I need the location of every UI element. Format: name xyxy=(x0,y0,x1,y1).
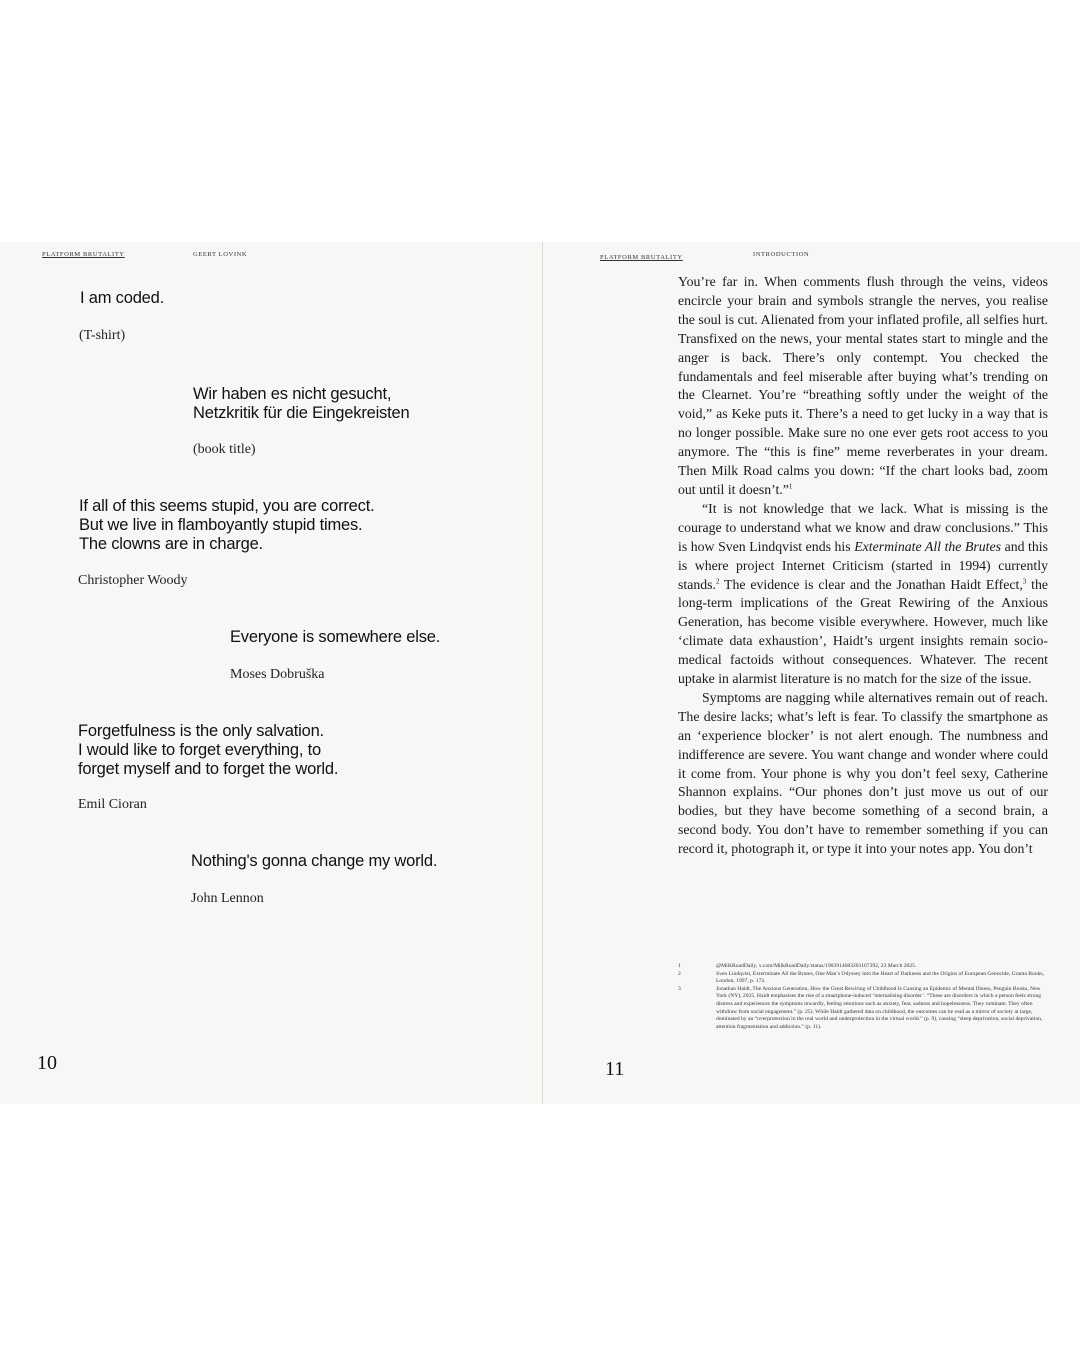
footnote xyxy=(678,986,1048,1032)
paragraph-text: and this is where project Internet Criticism (started in 1994) currently stands. xyxy=(678,538,1048,592)
footnote-text: Sven Lindqvist, Exterminate All the Brutes, One Man’s Odyssey into the Heart of Darkness and the Origins of European Genocide, Granta Books, London, 1997, p. 172. xyxy=(716,970,1044,985)
footnote-number: 1 xyxy=(678,963,681,969)
epigraph-attribution: Emil Cioran xyxy=(78,797,147,812)
running-head-book-title: PLATFORM BRUTALITY xyxy=(600,254,683,261)
epigraph-quote: If all of this seems stupid, you are correct. But we live in flamboyantly stupid times. The clowns are in charge. xyxy=(79,497,375,553)
paragraph-text: You’re far in. When comments flush through the veins, videos encircle your brain and symbols strangle the nerves, you realise the soul is cut. Alienated from your inflated profile, all selfies hurt. Transfixed on the news, your mental states start to mingle and the anger is back. There’s only contempt. You checked the fundamentals and feel miserable after buying what’s trending on the Clearnet. You’re “breathing softly under the weight of the void,” as Keke puts it. There’s a need to get lucky in a way that is no longer possible. Make sure no one ever gets root access to you anymore. The “this is fine” meme reverberates in your dream. Then Milk Road calms you down: “If the chart looks bad, zoom out until it doesn’t.” xyxy=(678,274,1048,497)
page-number: 11 xyxy=(605,1058,625,1080)
epigraph-quote: Wir haben es nicht gesucht, Netzkritik für die Eingekreisten xyxy=(193,385,410,422)
epigraph-quote: Everyone is somewhere else. xyxy=(230,628,441,646)
running-head-book-title: PLATFORM BRUTALITY xyxy=(42,251,125,258)
epigraph-attribution: (book title) xyxy=(193,442,256,457)
book-spread xyxy=(0,242,1080,1104)
footnote-ref[interactable]: 1 xyxy=(788,482,793,491)
footnote xyxy=(678,971,1048,986)
paragraph-text: Symptoms are nagging while alternatives remain out of reach. The desire lacks; what’s left is fear. To classify the smartphone as an ‘experience blocker’ is not alert enough. The numbness and indifference are severe. You want change and wonder where could it come from. Your phone is why you don’t feel sexy, Catherine Shannon explains. “Our phones don’t just move us out of our bodies, but they have become something of a second brain, a second body. You don’t have to remember something if you can record it, photograph it, or type it into your notes app. You don’t xyxy=(678,689,1048,857)
epigraph-attribution: John Lennon xyxy=(191,891,264,906)
footnote xyxy=(678,963,1048,971)
footnote-number: 2 xyxy=(678,970,681,977)
footnote-text: Jonathan Haidt, The Anxious Generation, How the Great Rewiring of Childhood Is Causing an Epidemic of Mental Illness, Penguin Books, New York (NY), 2025. Haidt emphasises the rise of a smartphone-induced ‘internalising disorder’. “These are disorders in which a person feels strong distress and experiences the symptoms inwardly, feeling emotions such as anxiety, fear, sadness and hopelessness. They ruminate. They often withdraw from social engagement.” (p. 25). While Haidt gathered data on childhood, the outcomes can be read as a mirror of society at large, dominated by an “overprotection in the real world and underprotection in the virtual world.” (p. 9), causing “sleep deprivation, social deprivation, attention fragmentation and addiction.” (p. 11). xyxy=(716,985,1043,1030)
running-head-author: GEERT LOVINK xyxy=(193,251,248,258)
paragraph xyxy=(678,689,1048,859)
epigraph-attribution: Christopher Woody xyxy=(78,573,188,588)
paragraph xyxy=(678,273,1048,500)
left-page xyxy=(0,242,543,1104)
page-number: 10 xyxy=(37,1052,57,1074)
footnote-text: @MilkRoadDaily, x.com/MilkRoadDaily/status/1903914683201167392, 23 March 2025. xyxy=(716,963,917,969)
paragraph-text: “It is not knowledge that we lack. What is missing is the courage to understand what we know and draw conclusions.” This is how Sven Lindqvist ends his xyxy=(678,500,1048,554)
footnote-ref[interactable]: 2 xyxy=(715,576,720,585)
footnote-number: 3 xyxy=(678,985,681,992)
footnote-ref[interactable]: 3 xyxy=(1022,576,1027,585)
running-head-section: INTRODUCTION xyxy=(753,251,810,258)
paragraph-text: The evidence is clear and the Jonathan Haidt Effect, xyxy=(719,576,1023,592)
body-text xyxy=(678,273,1048,859)
paragraph-text: the long-term implications of the Great Rewiring of the Anxious Generation, has become visible everywhere. However, much like ‘climate data exhaustion’, Haidt’s urgent insights remain socio-medical factoids without consequences. Whatever. The recent uptake in alarmist literature is no match for the size of the issue. xyxy=(678,576,1048,687)
epigraph-quote: I am coded. xyxy=(80,289,165,307)
paragraph xyxy=(678,500,1048,689)
book-title-italic: Exterminate All the Brutes xyxy=(854,538,1002,554)
epigraph-quote: Forgetfulness is the only salvation. I would like to forget everything, to forget myself and to forget the world. xyxy=(78,722,339,778)
footnotes xyxy=(678,963,1048,1031)
epigraph-attribution: (T-shirt) xyxy=(79,328,126,343)
epigraph-attribution: Moses Dobruška xyxy=(230,667,325,682)
right-page xyxy=(543,242,1080,1104)
epigraph-quote: Nothing's gonna change my world. xyxy=(191,852,438,870)
